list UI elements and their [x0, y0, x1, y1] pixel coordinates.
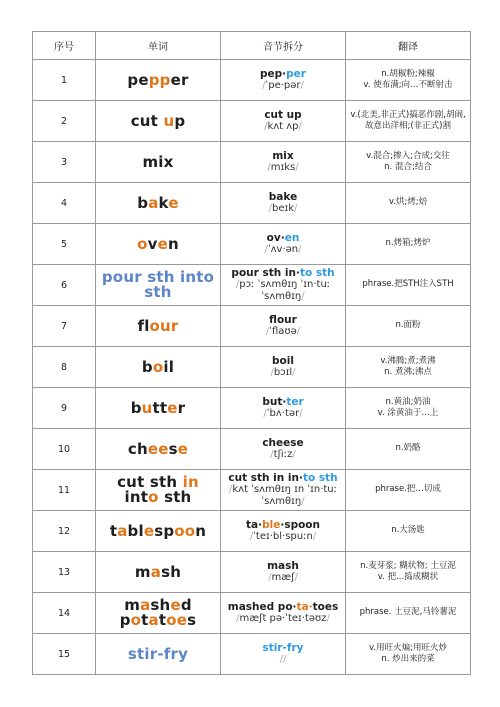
- word-cell: [96, 511, 221, 552]
- syllable-word: [223, 601, 343, 613]
- word-segment: a: [150, 562, 162, 581]
- word-segment: in: [182, 473, 199, 491]
- row-number: 7: [33, 306, 96, 347]
- word-segment: n: [195, 521, 207, 540]
- syllable-word: [223, 560, 343, 572]
- ipa-text: kʌt ˈsʌmθɪŋ ɪn ˈɪn·tuː ˈsʌmθɪŋ: [232, 484, 337, 507]
- word-segment: int: [124, 488, 149, 506]
- slash-mark: /: [294, 203, 298, 214]
- word-cell: [96, 224, 221, 265]
- slash-mark: /: [263, 408, 267, 419]
- word-segment: b: [141, 357, 153, 376]
- slash-mark: /: [301, 291, 305, 302]
- syllable-segment: mash: [267, 560, 299, 572]
- syllable-cell: [221, 101, 346, 142]
- slash-mark: /: [270, 367, 274, 378]
- table-row: [33, 60, 471, 101]
- syllable-cell: [221, 634, 346, 675]
- header-word: 单词: [96, 32, 221, 60]
- phonetic-transcription: [223, 572, 343, 584]
- phonetic-transcription: [223, 484, 343, 508]
- word-cell: [96, 634, 221, 675]
- slash-mark: /: [267, 162, 271, 173]
- row-number: 1: [33, 60, 96, 101]
- slash-mark: /: [300, 80, 304, 91]
- slash-mark: /: [262, 80, 266, 91]
- syllable-segment: cut sth in in·: [228, 472, 303, 484]
- syllable-cell: [221, 470, 346, 511]
- translation-line: n.大汤匙: [391, 525, 425, 536]
- syllable-word: [223, 109, 343, 121]
- translation-cell: [346, 142, 471, 183]
- syllable-word: [223, 150, 343, 162]
- translation-line: n. 煮沸;沸点: [384, 367, 432, 377]
- syllable-cell: [221, 552, 346, 593]
- word-segment: pp: [148, 70, 171, 89]
- table-row: [33, 511, 471, 552]
- slash-mark: /: [326, 613, 330, 624]
- syllable-segment: pour sth in·: [231, 267, 300, 279]
- slash-mark: /: [299, 408, 303, 419]
- word-segment: t: [109, 521, 118, 540]
- word-segment: n: [167, 234, 179, 253]
- syllable-segment: bake: [268, 191, 298, 203]
- slash-mark: /: [229, 484, 233, 495]
- translation-line: n.胡椒粉;辣椒: [381, 68, 435, 79]
- slash-mark: /: [279, 654, 283, 665]
- translation-line: n.奶酪: [395, 443, 421, 454]
- word-segment: t: [158, 611, 167, 629]
- word: [98, 521, 218, 540]
- syllable-segment: flour: [269, 314, 297, 326]
- word-segment: our: [149, 316, 179, 335]
- syllable-word: [223, 232, 343, 244]
- syllable-segment: per: [286, 68, 306, 80]
- table-row: [33, 388, 471, 429]
- word-segment: stir-fry: [127, 644, 189, 663]
- word-segment: m: [124, 596, 141, 614]
- table-row: [33, 552, 471, 593]
- translation-cell: [346, 388, 471, 429]
- word-segment: bl: [127, 521, 144, 540]
- phonetic-transcription: [223, 326, 343, 338]
- phonetic-transcription: [223, 367, 343, 379]
- phonetic-transcription: [223, 203, 343, 215]
- syllable-segment: stir-fry: [262, 642, 304, 654]
- slash-mark: /: [301, 496, 305, 507]
- ipa-text: tʃiːz: [273, 449, 293, 460]
- header-syllables: 音节拆分: [221, 32, 346, 60]
- word-segment: v: [147, 234, 158, 253]
- ipa-text: ˈteɪ·bl·spuːn: [253, 531, 313, 542]
- word-segment: sp: [154, 521, 175, 540]
- ipa-text: ˈpe·pər: [265, 80, 301, 91]
- word-cell: [96, 60, 221, 101]
- slash-mark: /: [298, 121, 302, 132]
- slash-mark: /: [236, 613, 240, 624]
- word: [98, 152, 218, 171]
- phonetic-transcription: [223, 121, 343, 133]
- syllable-cell: [221, 429, 346, 470]
- ipa-text: ˈflaʊə: [269, 326, 297, 337]
- ipa-text: mɪks: [270, 162, 296, 173]
- word-segment: e: [170, 596, 181, 614]
- word-segment: m: [134, 562, 151, 581]
- phonetic-transcription: [223, 279, 343, 303]
- slash-mark: /: [249, 531, 254, 542]
- syllable-segment: to sth: [299, 267, 335, 279]
- syllable-segment: to sth: [302, 472, 338, 484]
- slash-mark: /: [264, 244, 268, 255]
- word: [98, 475, 218, 505]
- translation-cell: [346, 224, 471, 265]
- slash-mark: /: [292, 449, 296, 460]
- syllable-segment: toes: [312, 601, 339, 613]
- row-number: 2: [33, 101, 96, 142]
- row-number: 15: [33, 634, 96, 675]
- slash-mark: /: [264, 121, 268, 132]
- syllable-segment: cut up: [264, 109, 302, 121]
- word: [98, 398, 218, 417]
- translation-cell: [346, 183, 471, 224]
- translation-line: v.烘;烤;焙: [388, 197, 428, 208]
- word-segment: er: [170, 70, 189, 89]
- translation-line: n.麦芽浆; 糊状物; 土豆泥: [360, 560, 456, 571]
- word-segment: o: [137, 234, 148, 253]
- translation-cell: [346, 634, 471, 675]
- ipa-text: mæʃ: [271, 572, 295, 583]
- translation-cell: [346, 347, 471, 388]
- word-segment: t: [141, 611, 149, 629]
- word-segment: a: [148, 193, 159, 212]
- header-number: 序号: [33, 32, 96, 60]
- table-row: [33, 101, 471, 142]
- word-cell: [96, 429, 221, 470]
- word: [98, 316, 218, 335]
- word-segment: oo: [174, 521, 196, 540]
- translation-line: phrase. 土豆泥,马铃薯泥: [359, 607, 457, 618]
- translation-line: v.混合;掺入;合成;交往: [366, 150, 450, 161]
- syllable-word: [223, 642, 343, 654]
- syllable-segment: ·spoon: [280, 519, 320, 531]
- ipa-text: mæʃt pə·ˈteɪ·təʊz: [239, 613, 327, 624]
- syllable-word: [223, 191, 343, 203]
- word-segment: sth: [158, 488, 192, 506]
- word-segment: s: [168, 439, 178, 458]
- word-segment: d p: [119, 596, 192, 629]
- word-segment: e: [177, 439, 189, 458]
- syllable-segment: mix: [272, 150, 294, 162]
- translation-line: n.烤箱;烤炉: [385, 238, 431, 249]
- syllable-cell: [221, 593, 346, 634]
- syllable-segment: cheese: [262, 437, 304, 449]
- word-cell: [96, 470, 221, 511]
- header-row: [33, 32, 471, 60]
- syllable-word: [223, 267, 343, 279]
- word: [98, 234, 218, 253]
- translation-line: n. 炒出来的菜: [381, 654, 435, 664]
- phonetic-transcription: [223, 613, 343, 625]
- syllable-segment: ta·: [245, 519, 263, 531]
- word-segment: ee: [147, 439, 169, 458]
- table-row: [33, 142, 471, 183]
- translation-line: v.沸腾;煮;煮沸: [380, 355, 436, 366]
- ipa-text: ˈbʌ·tər: [266, 408, 300, 419]
- table-row: [33, 224, 471, 265]
- word-segment: e: [167, 398, 178, 417]
- word-cell: [96, 265, 221, 306]
- row-number: 5: [33, 224, 96, 265]
- syllable-segment: but·: [262, 396, 287, 408]
- word-segment: e: [157, 234, 168, 253]
- table-row: [33, 265, 471, 306]
- table-header: [33, 32, 471, 60]
- ipa-text: bɔɪl: [273, 367, 293, 378]
- syllable-segment: ov·: [266, 232, 285, 244]
- translation-line: v. 使布满;向…不断射击: [363, 80, 453, 90]
- row-number: 4: [33, 183, 96, 224]
- translation-cell: [346, 101, 471, 142]
- word-cell: [96, 593, 221, 634]
- word: [98, 439, 218, 458]
- translation-line: v.用旺火煸;用旺火炒: [369, 642, 447, 653]
- word-segment: u: [141, 398, 153, 417]
- translation-cell: [346, 306, 471, 347]
- syllable-cell: [221, 388, 346, 429]
- row-number: 10: [33, 429, 96, 470]
- translation-line: n. 混合;结合: [384, 162, 432, 172]
- word: [98, 193, 218, 212]
- word-segment: il: [163, 357, 175, 376]
- syllable-cell: [221, 511, 346, 552]
- word-segment: a: [148, 611, 159, 629]
- word-cell: [96, 347, 221, 388]
- word-segment: ch: [127, 439, 148, 458]
- word-cell: [96, 306, 221, 347]
- word-segment: cut sth: [117, 473, 183, 491]
- syllable-cell: [221, 183, 346, 224]
- slash-mark: /: [235, 279, 240, 290]
- translation-cell: [346, 552, 471, 593]
- phonetic-transcription: [223, 162, 343, 174]
- phonetic-transcription: [223, 449, 343, 461]
- table-row: [33, 634, 471, 675]
- word: [98, 598, 218, 628]
- word-segment: o: [130, 611, 142, 629]
- translation-line: v. 涂黄油于…上: [377, 408, 439, 418]
- syllable-segment: boil: [272, 355, 294, 367]
- syllable-word: [223, 355, 343, 367]
- word-segment: u: [163, 111, 175, 130]
- word-segment: fl: [137, 316, 150, 335]
- syllable-segment: ter: [286, 396, 304, 408]
- word: [98, 644, 218, 663]
- word-segment: a: [117, 521, 128, 540]
- word-segment: b: [130, 398, 142, 417]
- slash-mark: /: [270, 449, 274, 460]
- table-row: [33, 470, 471, 511]
- table-row: [33, 183, 471, 224]
- word-cell: [96, 101, 221, 142]
- table-row: [33, 429, 471, 470]
- word-segment: pour sth into sth: [101, 268, 215, 301]
- phonetic-transcription: [223, 408, 343, 420]
- word-segment: sh: [150, 596, 171, 614]
- syllable-word: [223, 472, 343, 484]
- slash-mark: /: [295, 162, 299, 173]
- translation-cell: [346, 511, 471, 552]
- syllable-word: [223, 68, 343, 80]
- header-translation: 翻译: [346, 32, 471, 60]
- word-cell: [96, 552, 221, 593]
- slash-mark: /: [265, 326, 270, 337]
- word-segment: sh: [161, 562, 182, 581]
- phonetic-transcription: [223, 531, 343, 543]
- translation-line: v.(北美,非正式)搞恶作剧,胡闹,故意出洋相;(非正式)割: [350, 109, 466, 131]
- syllable-segment: mashed po·: [227, 601, 297, 613]
- word-segment: o: [152, 357, 164, 376]
- syllable-cell: [221, 265, 346, 306]
- word: [98, 357, 218, 376]
- word-segment: e: [143, 521, 155, 540]
- row-number: 6: [33, 265, 96, 306]
- slash-mark: /: [268, 572, 272, 583]
- slash-mark: /: [298, 244, 302, 255]
- syllable-word: [223, 314, 343, 326]
- row-number: 3: [33, 142, 96, 183]
- translation-line: phrase.把STH注入STH: [362, 279, 454, 290]
- syllable-word: [223, 519, 343, 531]
- slash-mark: /: [268, 203, 272, 214]
- table-row: [33, 593, 471, 634]
- word: [98, 270, 218, 300]
- phonetic-transcription: [223, 244, 343, 256]
- translation-line: v. 把...捣成糊状: [377, 572, 439, 582]
- slash-mark: /: [283, 654, 287, 665]
- syllable-word: [223, 437, 343, 449]
- word-segment: k: [158, 193, 169, 212]
- syllable-cell: [221, 224, 346, 265]
- row-number: 8: [33, 347, 96, 388]
- word-segment: mix: [142, 152, 174, 171]
- ipa-text: ˈʌv·ən: [267, 244, 299, 255]
- word-segment: r: [177, 398, 186, 417]
- word-segment: a: [140, 596, 151, 614]
- word: [98, 562, 218, 581]
- ipa-text: kʌt ʌp: [267, 121, 299, 132]
- slash-mark: /: [296, 326, 301, 337]
- syllable-cell: [221, 306, 346, 347]
- word: [98, 70, 218, 89]
- word-cell: [96, 388, 221, 429]
- word-segment: tt: [152, 398, 168, 417]
- word-segment: oe: [166, 611, 188, 629]
- word-segment: p: [174, 111, 186, 130]
- syllable-segment: ble: [262, 519, 281, 531]
- slash-mark: /: [312, 531, 317, 542]
- translation-line: n.面粉: [395, 320, 421, 331]
- row-number: 11: [33, 470, 96, 511]
- syllable-cell: [221, 60, 346, 101]
- row-number: 13: [33, 552, 96, 593]
- word: [98, 111, 218, 130]
- translation-cell: [346, 265, 471, 306]
- word-segment: o: [148, 488, 159, 506]
- word-segment: e: [168, 193, 179, 212]
- translation-line: n.黄油;奶油: [385, 396, 431, 407]
- syllable-cell: [221, 142, 346, 183]
- table-body: [33, 60, 471, 675]
- row-number: 14: [33, 593, 96, 634]
- translation-cell: [346, 470, 471, 511]
- translation-line: phrase.把…切成: [375, 484, 441, 495]
- word-segment: cut: [130, 111, 164, 130]
- word-cell: [96, 183, 221, 224]
- word-segment: b: [137, 193, 149, 212]
- word-cell: [96, 142, 221, 183]
- translation-cell: [346, 60, 471, 101]
- syllable-cell: [221, 347, 346, 388]
- ipa-text: beɪk: [271, 203, 294, 214]
- syllable-segment: pep·: [260, 68, 287, 80]
- syllable-segment: ta·: [296, 601, 313, 613]
- table-row: [33, 306, 471, 347]
- syllable-segment: en: [284, 232, 300, 244]
- syllable-word: [223, 396, 343, 408]
- row-number: 9: [33, 388, 96, 429]
- table-row: [33, 347, 471, 388]
- row-number: 12: [33, 511, 96, 552]
- slash-mark: /: [292, 367, 296, 378]
- phonetic-transcription: [223, 80, 343, 92]
- phonetic-transcription: [223, 654, 343, 666]
- word-segment: s: [187, 611, 197, 629]
- translation-cell: [346, 593, 471, 634]
- ipa-text: pɔː ˈsʌmθɪŋ ˈɪn·tuː ˈsʌmθɪŋ: [239, 279, 331, 302]
- translation-cell: [346, 429, 471, 470]
- vocabulary-table: [32, 31, 471, 675]
- word-segment: pe: [127, 70, 149, 89]
- slash-mark: /: [294, 572, 298, 583]
